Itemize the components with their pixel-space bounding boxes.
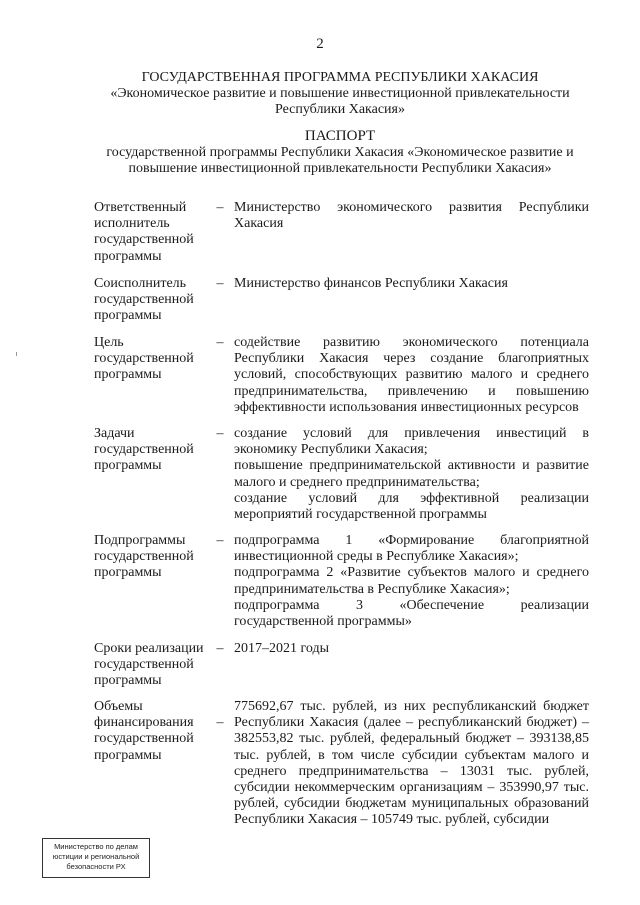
value-paragraph: создание условий для привлечения инвестиций в экономику Республики Хакасия; — [234, 426, 589, 458]
row-dash: – — [216, 335, 224, 350]
label-line: государственной — [94, 292, 194, 308]
label-line: программы — [94, 565, 162, 581]
value-paragraph: подпрограмма 3 «Обеспечение реализации государственной программы» — [234, 597, 589, 630]
value-paragraph: содействие развитию экономического потенциала Республики Хакасия через создание благоприятных условий, способствующих развитию малого и среднего предпринимательства, привлечению и повышению эффективности использования инвестиционных ресурсов — [234, 335, 589, 415]
ministry-stamp — [42, 838, 150, 878]
row-value — [234, 426, 589, 523]
program-title-line: «Экономическое развитие и повышение инвестиционной привлекательности — [110, 86, 570, 101]
label-line: финансирования — [94, 715, 194, 731]
value-paragraph: подпрограмма 1 «Формирование благоприятной инвестиционной среды в Республике Хакасия»; — [234, 533, 589, 565]
passport-heading — [60, 128, 620, 177]
row-label — [94, 533, 212, 582]
page-number: 2 — [316, 36, 324, 52]
label-line: Цель — [94, 335, 124, 350]
row-label — [94, 276, 212, 325]
program-title — [60, 70, 620, 118]
row-label — [94, 200, 212, 265]
value-paragraph: 775692,67 тыс. рублей, из них республиканский бюджет Республики Хакасия (далее – республиканский бюджет) – 382553,82 тыс. рублей, федеральный бюджет – 393138,85 тыс. рублей, в том числе субсидии субъектам малого и среднего предпринимательства – 13031 тыс. рублей, субсидии некоммерческим организациям – 353990,97 тыс. рублей, субсидии бюджетам муниципальных образований Республики Хакасия – 105749 тыс. рублей, субсидии — [234, 699, 589, 828]
row-value — [234, 200, 589, 232]
stamp-line: Министерство по делам — [54, 842, 138, 851]
value-paragraph: создание условий для эффективной реализации мероприятий государственной программы — [234, 490, 589, 523]
row-label — [94, 426, 212, 475]
row-value — [234, 641, 589, 657]
program-title-line: ГОСУДАРСТВЕННАЯ ПРОГРАММА РЕСПУБЛИКИ ХАКАСИЯ — [141, 70, 539, 85]
label-line: Объемы — [94, 699, 143, 714]
label-line: программы — [94, 458, 162, 474]
label-line: Задачи — [94, 426, 135, 441]
scan-margin-mark — [16, 352, 17, 356]
label-line: Соисполнитель — [94, 276, 187, 291]
stamp-line: безопасности РХ — [66, 862, 126, 871]
row-label — [94, 699, 212, 764]
label-line: государственной — [94, 657, 194, 673]
label-line: государственной — [94, 731, 194, 747]
passport-subtitle: государственной программы Республики Хакасия «Экономическое развитие и — [106, 145, 574, 160]
stamp-line: юстиции и региональной — [52, 852, 140, 861]
row-value — [234, 699, 589, 829]
value-paragraph: Министерство финансов Республики Хакасия — [234, 276, 508, 291]
passport-subtitle: повышение инвестиционной привлекательности Республики Хакасия» — [128, 161, 552, 176]
label-line: Подпрограммы — [94, 533, 186, 548]
program-title-line: Республики Хакасия» — [274, 102, 405, 117]
value-paragraph: подпрограмма 2 «Развитие субъектов малого и среднего предпринимательства в Республике Хакасия»; — [234, 565, 589, 597]
label-line: программы — [94, 248, 162, 264]
row-value — [234, 533, 589, 630]
label-line: государственной — [94, 442, 194, 458]
label-line: программы — [94, 367, 162, 383]
row-dash: – — [216, 426, 224, 441]
value-paragraph: Министерство экономического развития Республики Хакасия — [234, 200, 589, 232]
value-paragraph: 2017–2021 годы — [234, 641, 330, 656]
row-dash: – — [216, 200, 224, 215]
row-value — [234, 276, 589, 292]
value-paragraph: повышение предпринимательской активности и развитие малого и среднего предпринимательства; — [234, 458, 589, 490]
label-line: государственной — [94, 549, 194, 565]
label-line: программы — [94, 673, 162, 689]
label-line: государственной — [94, 232, 194, 248]
row-value — [234, 335, 589, 416]
row-dash: – — [216, 715, 224, 730]
row-label — [94, 641, 212, 690]
row-label — [94, 335, 212, 384]
row-dash: – — [216, 276, 224, 291]
label-line: Ответственный — [94, 200, 187, 215]
label-line: государственной — [94, 351, 194, 367]
row-dash: – — [216, 533, 224, 548]
label-line: Сроки реализации — [94, 641, 204, 656]
row-dash: – — [216, 641, 224, 656]
label-line: исполнитель — [94, 216, 170, 232]
passport-title: ПАСПОРТ — [304, 128, 376, 144]
label-line: программы — [94, 308, 162, 324]
label-line: программы — [94, 747, 162, 763]
